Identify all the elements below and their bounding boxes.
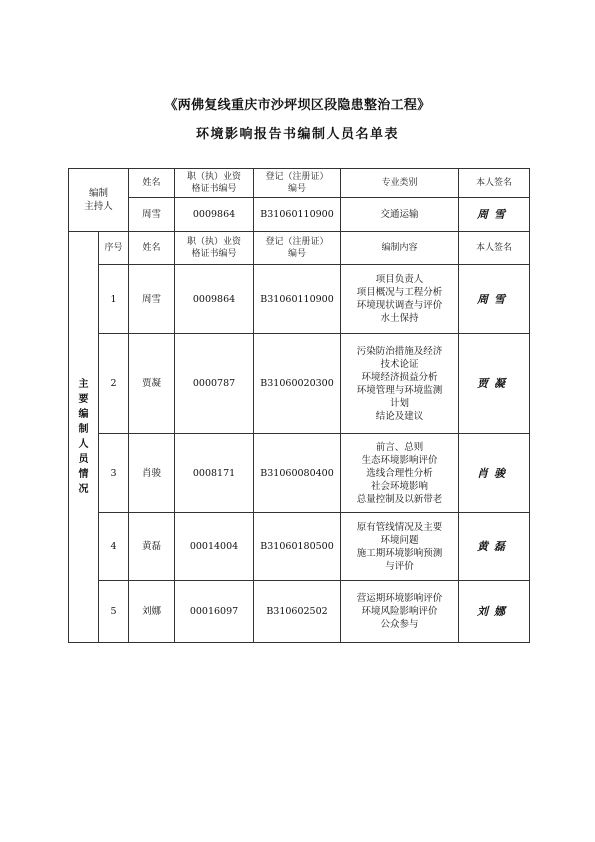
row-content: 污染防治措施及经济 技术论证 环境经济损益分析 环境管理与环境监测 计划 结论及建议 [341, 334, 459, 434]
row-reg: B31060020300 [254, 334, 341, 434]
table-row [69, 265, 530, 334]
row-cert: 00014004 [175, 513, 254, 581]
table-row [69, 581, 530, 643]
row-cert: 0000787 [175, 334, 254, 434]
host-reg: B31060110900 [254, 198, 341, 232]
row-name: 黄磊 [129, 513, 175, 581]
row-reg: B310602502 [254, 581, 341, 643]
row-no: 3 [99, 434, 129, 513]
row-content: 营运期环境影响评价 环境风险影响评价 公众参与 [341, 581, 459, 643]
personnel-table [68, 168, 530, 643]
main-header-row [69, 232, 530, 265]
host-data-row [69, 198, 530, 232]
row-signature: 刘娜 [459, 581, 530, 643]
row-signature: 肖骏 [459, 434, 530, 513]
col-content: 编制内容 [341, 232, 459, 265]
row-cert: 0008171 [175, 434, 254, 513]
host-col-signature: 本人签名 [459, 169, 530, 198]
host-signature: 周雪 [459, 198, 530, 232]
col-no: 序号 [99, 232, 129, 265]
row-no: 1 [99, 265, 129, 334]
host-col-cert: 职（执）业资 格证书编号 [175, 169, 254, 198]
host-header-row [69, 169, 530, 198]
row-name: 刘娜 [129, 581, 175, 643]
main-group-label: 主 要 编 制 人 员 情 况 [69, 232, 99, 643]
host-name: 周雪 [129, 198, 175, 232]
row-signature: 周雪 [459, 265, 530, 334]
row-signature: 黄磊 [459, 513, 530, 581]
row-name: 肖骏 [129, 434, 175, 513]
document-subtitle: 环境影响报告书编制人员名单表 [195, 127, 399, 142]
host-col-specialty: 专业类别 [341, 169, 459, 198]
row-cert: 0009864 [175, 265, 254, 334]
row-reg: B31060180500 [254, 513, 341, 581]
host-col-name: 姓名 [129, 169, 175, 198]
row-reg: B31060110900 [254, 265, 341, 334]
host-cert: 0009864 [175, 198, 254, 232]
col-reg: 登记（注册证） 编号 [254, 232, 341, 265]
row-no: 5 [99, 581, 129, 643]
host-col-reg: 登记（注册证） 编号 [254, 169, 341, 198]
col-cert: 职（执）业资 格证书编号 [175, 232, 254, 265]
row-no: 2 [99, 334, 129, 434]
row-content: 项目负责人 项目概况与工程分析 环境现状调查与评价 水土保持 [341, 265, 459, 334]
row-content: 原有管线情况及主要 环境问题 施工期环境影响预测 与评价 [341, 513, 459, 581]
host-specialty: 交通运输 [341, 198, 459, 232]
row-no: 4 [99, 513, 129, 581]
table-row [69, 334, 530, 434]
row-reg: B31060080400 [254, 434, 341, 513]
host-group-label: 编制 主持人 [69, 169, 129, 232]
row-cert: 00016097 [175, 581, 254, 643]
col-signature: 本人签名 [459, 232, 530, 265]
row-name: 贾凝 [129, 334, 175, 434]
table-row [69, 434, 530, 513]
row-content: 前言、总则 生态环境影响评价 选线合理性分析 社会环境影响 总量控制及以新带老 [341, 434, 459, 513]
row-signature: 贾凝 [459, 334, 530, 434]
col-name: 姓名 [129, 232, 175, 265]
table-row [69, 513, 530, 581]
document-title: 《两佛复线重庆市沙坪坝区段隐患整治工程》 [164, 98, 431, 113]
row-name: 周雪 [129, 265, 175, 334]
